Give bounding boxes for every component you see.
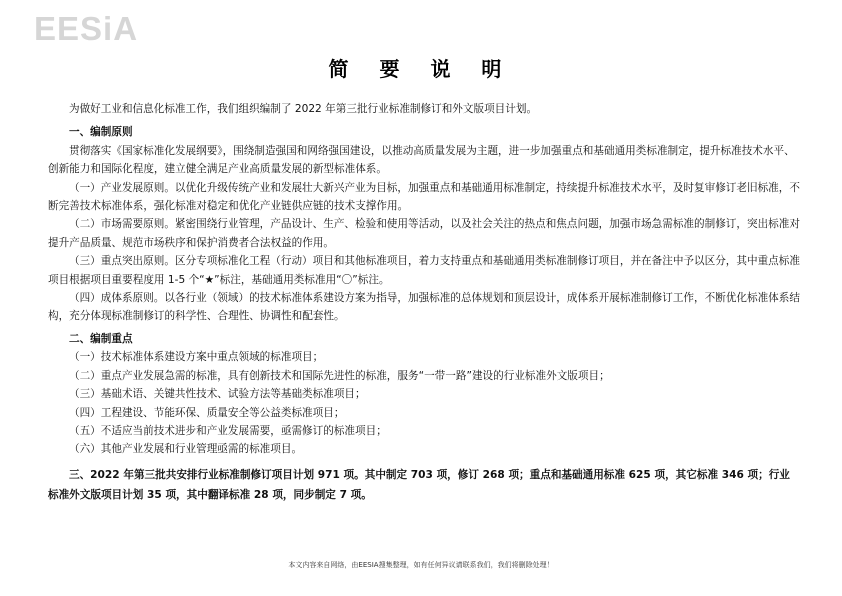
document-body — [48, 100, 800, 505]
focus-item: （五）不适应当前技术进步和产业发展需要，亟需修订的标准项目； — [69, 424, 387, 437]
page-title: 简 要 说 明 — [328, 57, 514, 81]
principle-item: （二）市场需要原则。紧密围绕行业管理，产品设计、生产、检验和使用等活动，以及社会关注的热点和焦点问题，加强市场急需标准的制修订，突出标准对提升产品质量、规范市场秩序和保护消费者合法权益的作用。 — [48, 218, 800, 249]
focus-item: （一）技术标准体系建设方案中重点领域的标准项目； — [69, 351, 324, 364]
principle-item: （四）成体系原则。以各行业（领域）的技术标准体系建设方案为指导，加强标准的总体规划和顶层设计，成体系开展标准制修订工作，不断优化标准体系结构，充分体现标准制修订的科学性、合理性、协调性和配套性。 — [48, 292, 800, 323]
intro-paragraph: 为做好工业和信息化标准工作，我们组织编制了 2022 年第三批行业标准制修订和外文版项目计划。 — [69, 103, 538, 115]
focus-item: （三）基础术语、关键共性技术、试验方法等基础类标准项目； — [69, 388, 366, 401]
summary-paragraph: 三、2022 年第三批共安排行业标准制修订项目计划 971 项。其中制定 703 项，修订 268 项；重点和基础通用标准 625 项，其它标准 346 项；行业标准外文版项目计划 35 项，其中翻译标准 28 项，同步制定 7 项。 — [48, 468, 790, 501]
eesia-logo: EESiA — [34, 10, 139, 47]
focus-item: （六）其他产业发展和行业管理亟需的标准项目。 — [69, 443, 303, 456]
principle-item: （一）产业发展原则。以优化升级传统产业和发展壮大新兴产业为目标，加强重点和基础通用标准制定，持续提升标准技术水平，及时复审修订老旧标准，不断完善技术标准体系，强化标准对稳定和优化产业链供应链的技术支撑作用。 — [48, 181, 800, 213]
footer-disclaimer: 本文内容来自网络，由EESIA搜集整理，如有任何异议请联系我们，我们将删除处理！ — [288, 561, 554, 569]
section-1-heading: 一、编制原则 — [69, 126, 133, 139]
section-2-heading: 二、编制重点 — [69, 332, 133, 345]
focus-item: （四）工程建设、节能环保、质量安全等公益类标准项目； — [69, 406, 345, 419]
section-1-paragraph: 贯彻落实《国家标准化发展纲要》，围绕制造强国和网络强国建设，以推动高质量发展为主题，进一步加强重点和基础通用类标准制定，提升标准技术水平、创新能力和国际化程度，建立健全满足产业高质量发展的新型标准体系。 — [48, 144, 795, 176]
principle-item: （三）重点突出原则。区分专项标准化工程（行动）项目和其他标准项目，着力支持重点和基础通用类标准制修订项目，并在备注中予以区分，其中重点标准项目根据项目重要程度用 1-5 个“★”标注，基础通用类标准用“〇”标注。 — [48, 255, 800, 286]
focus-item: （二）重点产业发展急需的标准，具有创新技术和国际先进性的标准，服务“一带一路”建设的行业标准外文版项目； — [69, 369, 610, 382]
